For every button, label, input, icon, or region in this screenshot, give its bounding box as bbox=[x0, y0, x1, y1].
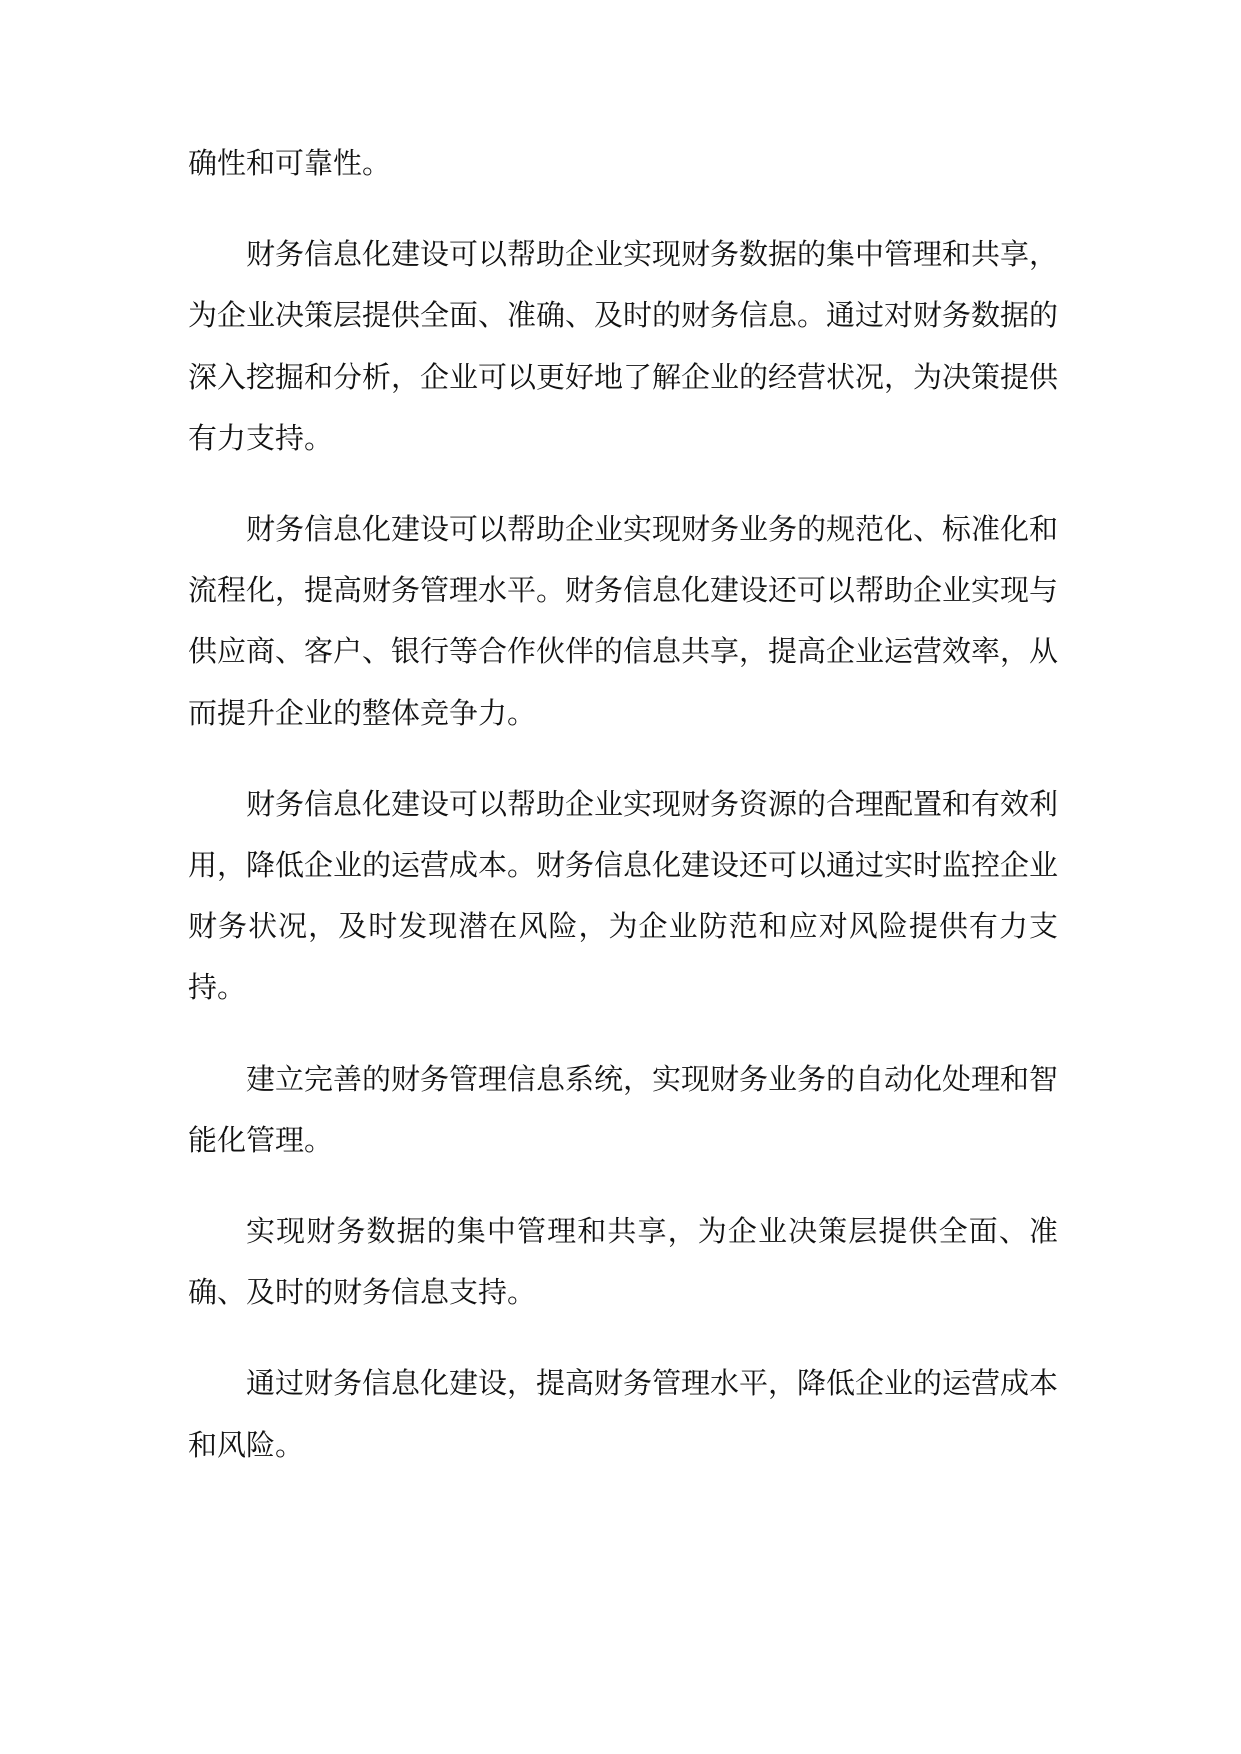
paragraph-centralized-data: 实现财务数据的集中管理和共享，为企业决策层提供全面、准确、及时的财务信息支持。 bbox=[188, 1214, 1058, 1310]
paragraph-resource-allocation: 财务信息化建设可以帮助企业实现财务资源的合理配置和有效利用，降低企业的运营成本。财务信息化建设还可以通过实时监控企业财务状况，及时发现潜在风险，为企业防范和应对风险提供有力支持。 bbox=[188, 786, 1059, 1005]
paragraph-data-sharing: 财务信息化建设可以帮助企业实现财务数据的集中管理和共享，为企业决策层提供全面、准确、及时的财务信息。通过对财务数据的深入挖掘和分析，企业可以更好地了解企业的经营状况，为决策提供有力支持。 bbox=[188, 237, 1059, 455]
document-body bbox=[188, 133, 1058, 1506]
paragraph-cost-risk: 通过财务信息化建设，提高财务管理水平，降低企业的运营成本和风险。 bbox=[188, 1366, 1059, 1462]
paragraph-standardization: 财务信息化建设可以帮助企业实现财务业务的规范化、标准化和流程化，提高财务管理水平。财务信息化建设还可以帮助企业实现与供应商、客户、银行等合作伙伴的信息共享，提高企业运营效率，从而提升企业的整体竞争力。 bbox=[188, 512, 1059, 730]
paragraph-system-building: 建立完善的财务管理信息系统，实现财务业务的自动化处理和智能化管理。 bbox=[188, 1061, 1059, 1157]
paragraph-continuation: 确性和可靠性。 bbox=[188, 146, 392, 180]
